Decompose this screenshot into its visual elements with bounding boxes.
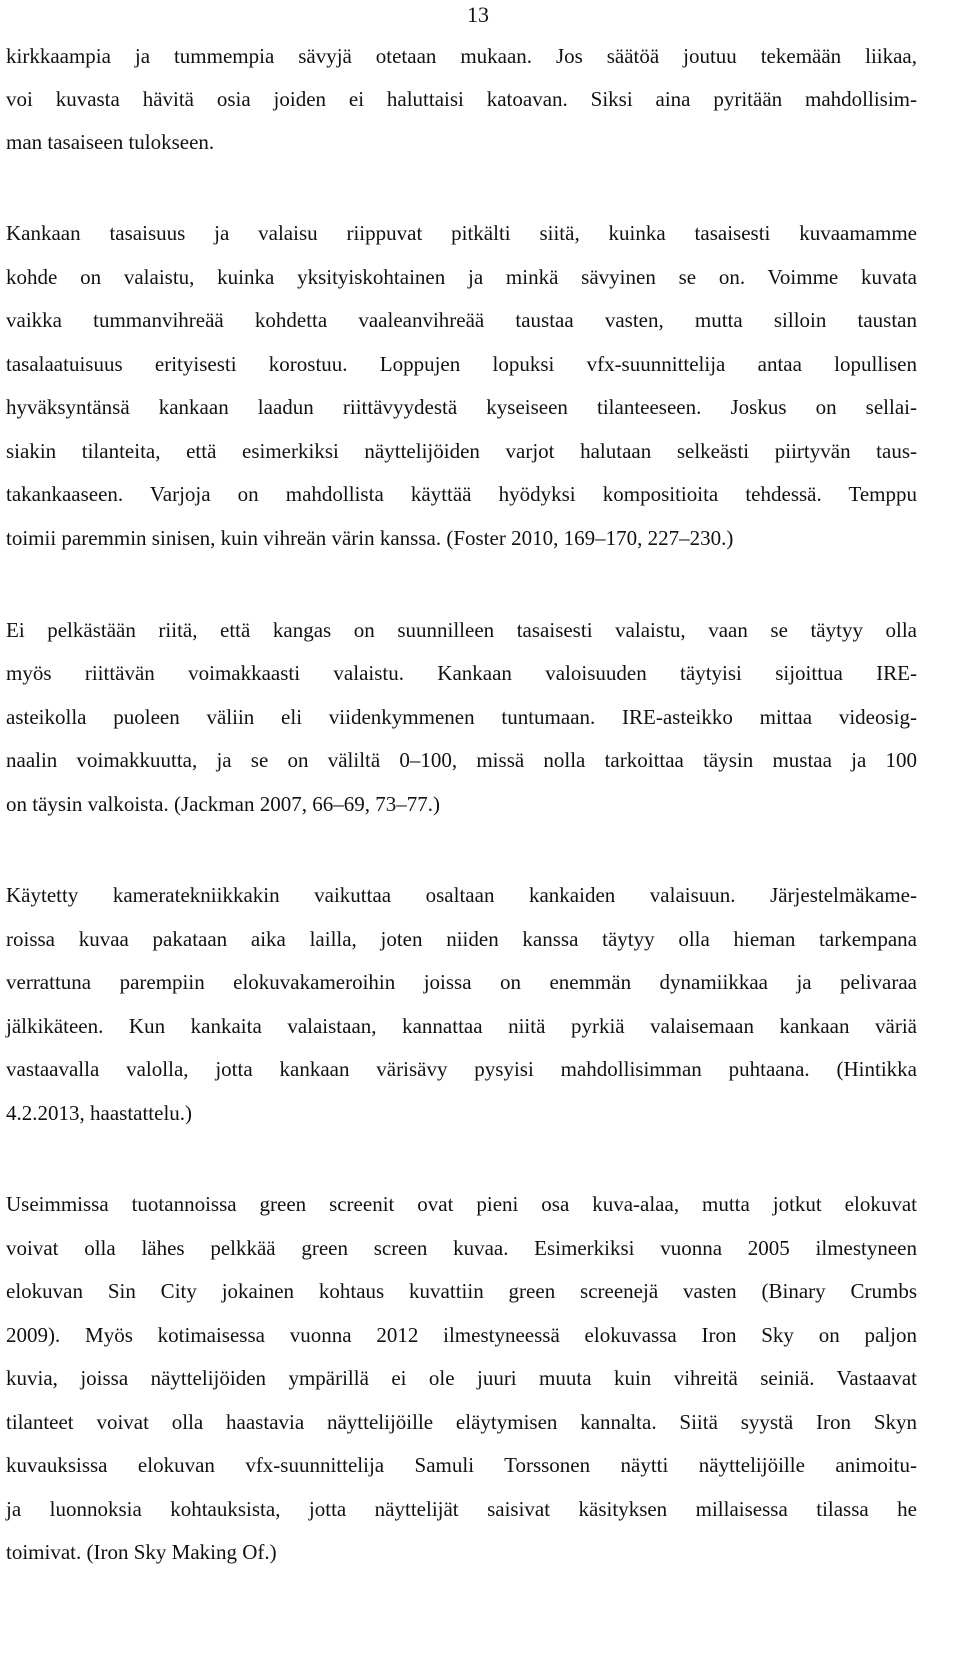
paragraph-line: kirkkaampia ja tummempia sävyjä otetaan mukaan. Jos säätöä joutuu tekemään liikaa, (6, 44, 917, 68)
paragraph-line: tasalaatuisuus erityisesti korostuu. Loppujen lopuksi vfx-suunnittelija antaa lopullisen (6, 352, 917, 376)
paragraph-line: vastaavalla valolla, jotta kankaan värisävy pysyisi mahdollisimman puhtaana. (Hintikka (6, 1057, 917, 1081)
paragraph-line: naalin voimakkuutta, ja se on väliltä 0–100, missä nolla tarkoittaa täysin mustaa ja 100 (6, 748, 917, 772)
paragraph-line: myös riittävän voimakkaasti valaistu. Kankaan valoisuuden täytyisi sijoittua IRE- (6, 661, 917, 685)
paragraph-line: elokuvan Sin City jokainen kohtaus kuvattiin green screenejä vasten (Binary Crumbs (6, 1279, 917, 1303)
paragraph-line: voivat olla lähes pelkkää green screen kuvaa. Esimerkiksi vuonna 2005 ilmestyneen (6, 1236, 917, 1260)
paragraph-line: roissa kuvaa pakataan aika lailla, joten niiden kanssa täytyy olla hieman tarkempana (6, 927, 917, 951)
paragraph-line: 2009). Myös kotimaisessa vuonna 2012 ilmestyneessä elokuvassa Iron Sky on paljon (6, 1323, 917, 1347)
paragraph-line: Useimmissa tuotannoissa green screenit ovat pieni osa kuva-alaa, mutta jotkut elokuvat (6, 1192, 917, 1216)
paragraph-line: kohde on valaistu, kuinka yksityiskohtainen ja minkä sävyinen se on. Voimme kuvata (6, 265, 917, 289)
paragraph-line: Kankaan tasaisuus ja valaisu riippuvat pitkälti siitä, kuinka tasaisesti kuvaamamme (6, 221, 917, 245)
paragraph-line: voi kuvasta hävitä osia joiden ei haluttaisi katoavan. Siksi aina pyritään mahdollisim- (6, 87, 917, 111)
paragraph-line: on täysin valkoista. (Jackman 2007, 66–69, 73–77.) (6, 792, 440, 816)
paragraph-line: kuvia, joissa näyttelijöiden ympärillä ei ole juuri muuta kuin vihreitä seiniä. Vastaavat (6, 1366, 917, 1390)
page-number: 13 (467, 2, 489, 27)
paragraph-line: asteikolla puoleen väliin eli viidenkymmenen tuntumaan. IRE-asteikko mittaa videosig- (6, 705, 917, 729)
paragraph-line: toimii paremmin sinisen, kuin vihreän värin kanssa. (Foster 2010, 169–170, 227–230.) (6, 526, 734, 550)
paragraph-line: man tasaiseen tulokseen. (6, 130, 215, 154)
paragraph-line: toimivat. (Iron Sky Making Of.) (6, 1540, 277, 1564)
paragraph-line: takankaaseen. Varjoja on mahdollista käyttää hyödyksi kompositioita tehdessä. Temppu (6, 482, 917, 506)
paragraph-line: tilanteet voivat olla haastavia näyttelijöille eläytymisen kannalta. Siitä syystä Iron Skyn (6, 1410, 917, 1434)
paragraph-line: vaikka tummanvihreää kohdetta vaaleanvihreää taustaa vasten, mutta silloin taustan (6, 308, 917, 332)
paragraph-line: Käytetty kameratekniikkakin vaikuttaa osaltaan kankaiden valaisuun. Järjestelmäkame- (6, 883, 917, 907)
paragraph-line: verrattuna parempiin elokuvakameroihin joissa on enemmän dynamiikkaa ja pelivaraa (6, 970, 917, 994)
paragraph-line: hyväksyntänsä kankaan laadun riittävyydestä kyseiseen tilanteeseen. Joskus on sellai- (6, 395, 917, 419)
paragraph-line: siakin tilanteita, että esimerkiksi näyttelijöiden varjot halutaan selkeästi piirtyvän taus- (6, 439, 917, 463)
paragraph-line: jälkikäteen. Kun kankaita valaistaan, kannattaa niitä pyrkiä valaisemaan kankaan väriä (6, 1014, 917, 1038)
paragraph-line: ja luonnoksia kohtauksista, jotta näyttelijät saisivat käsityksen millaisessa tilassa he (6, 1497, 917, 1521)
paragraph-line: Ei pelkästään riitä, että kangas on suunnilleen tasaisesti valaistu, vaan se täytyy olla (6, 618, 917, 642)
paragraph-line: 4.2.2013, haastattelu.) (6, 1101, 193, 1125)
paragraph-line: kuvauksissa elokuvan vfx-suunnittelija Samuli Torssonen näytti näyttelijöille animoitu- (6, 1453, 917, 1477)
